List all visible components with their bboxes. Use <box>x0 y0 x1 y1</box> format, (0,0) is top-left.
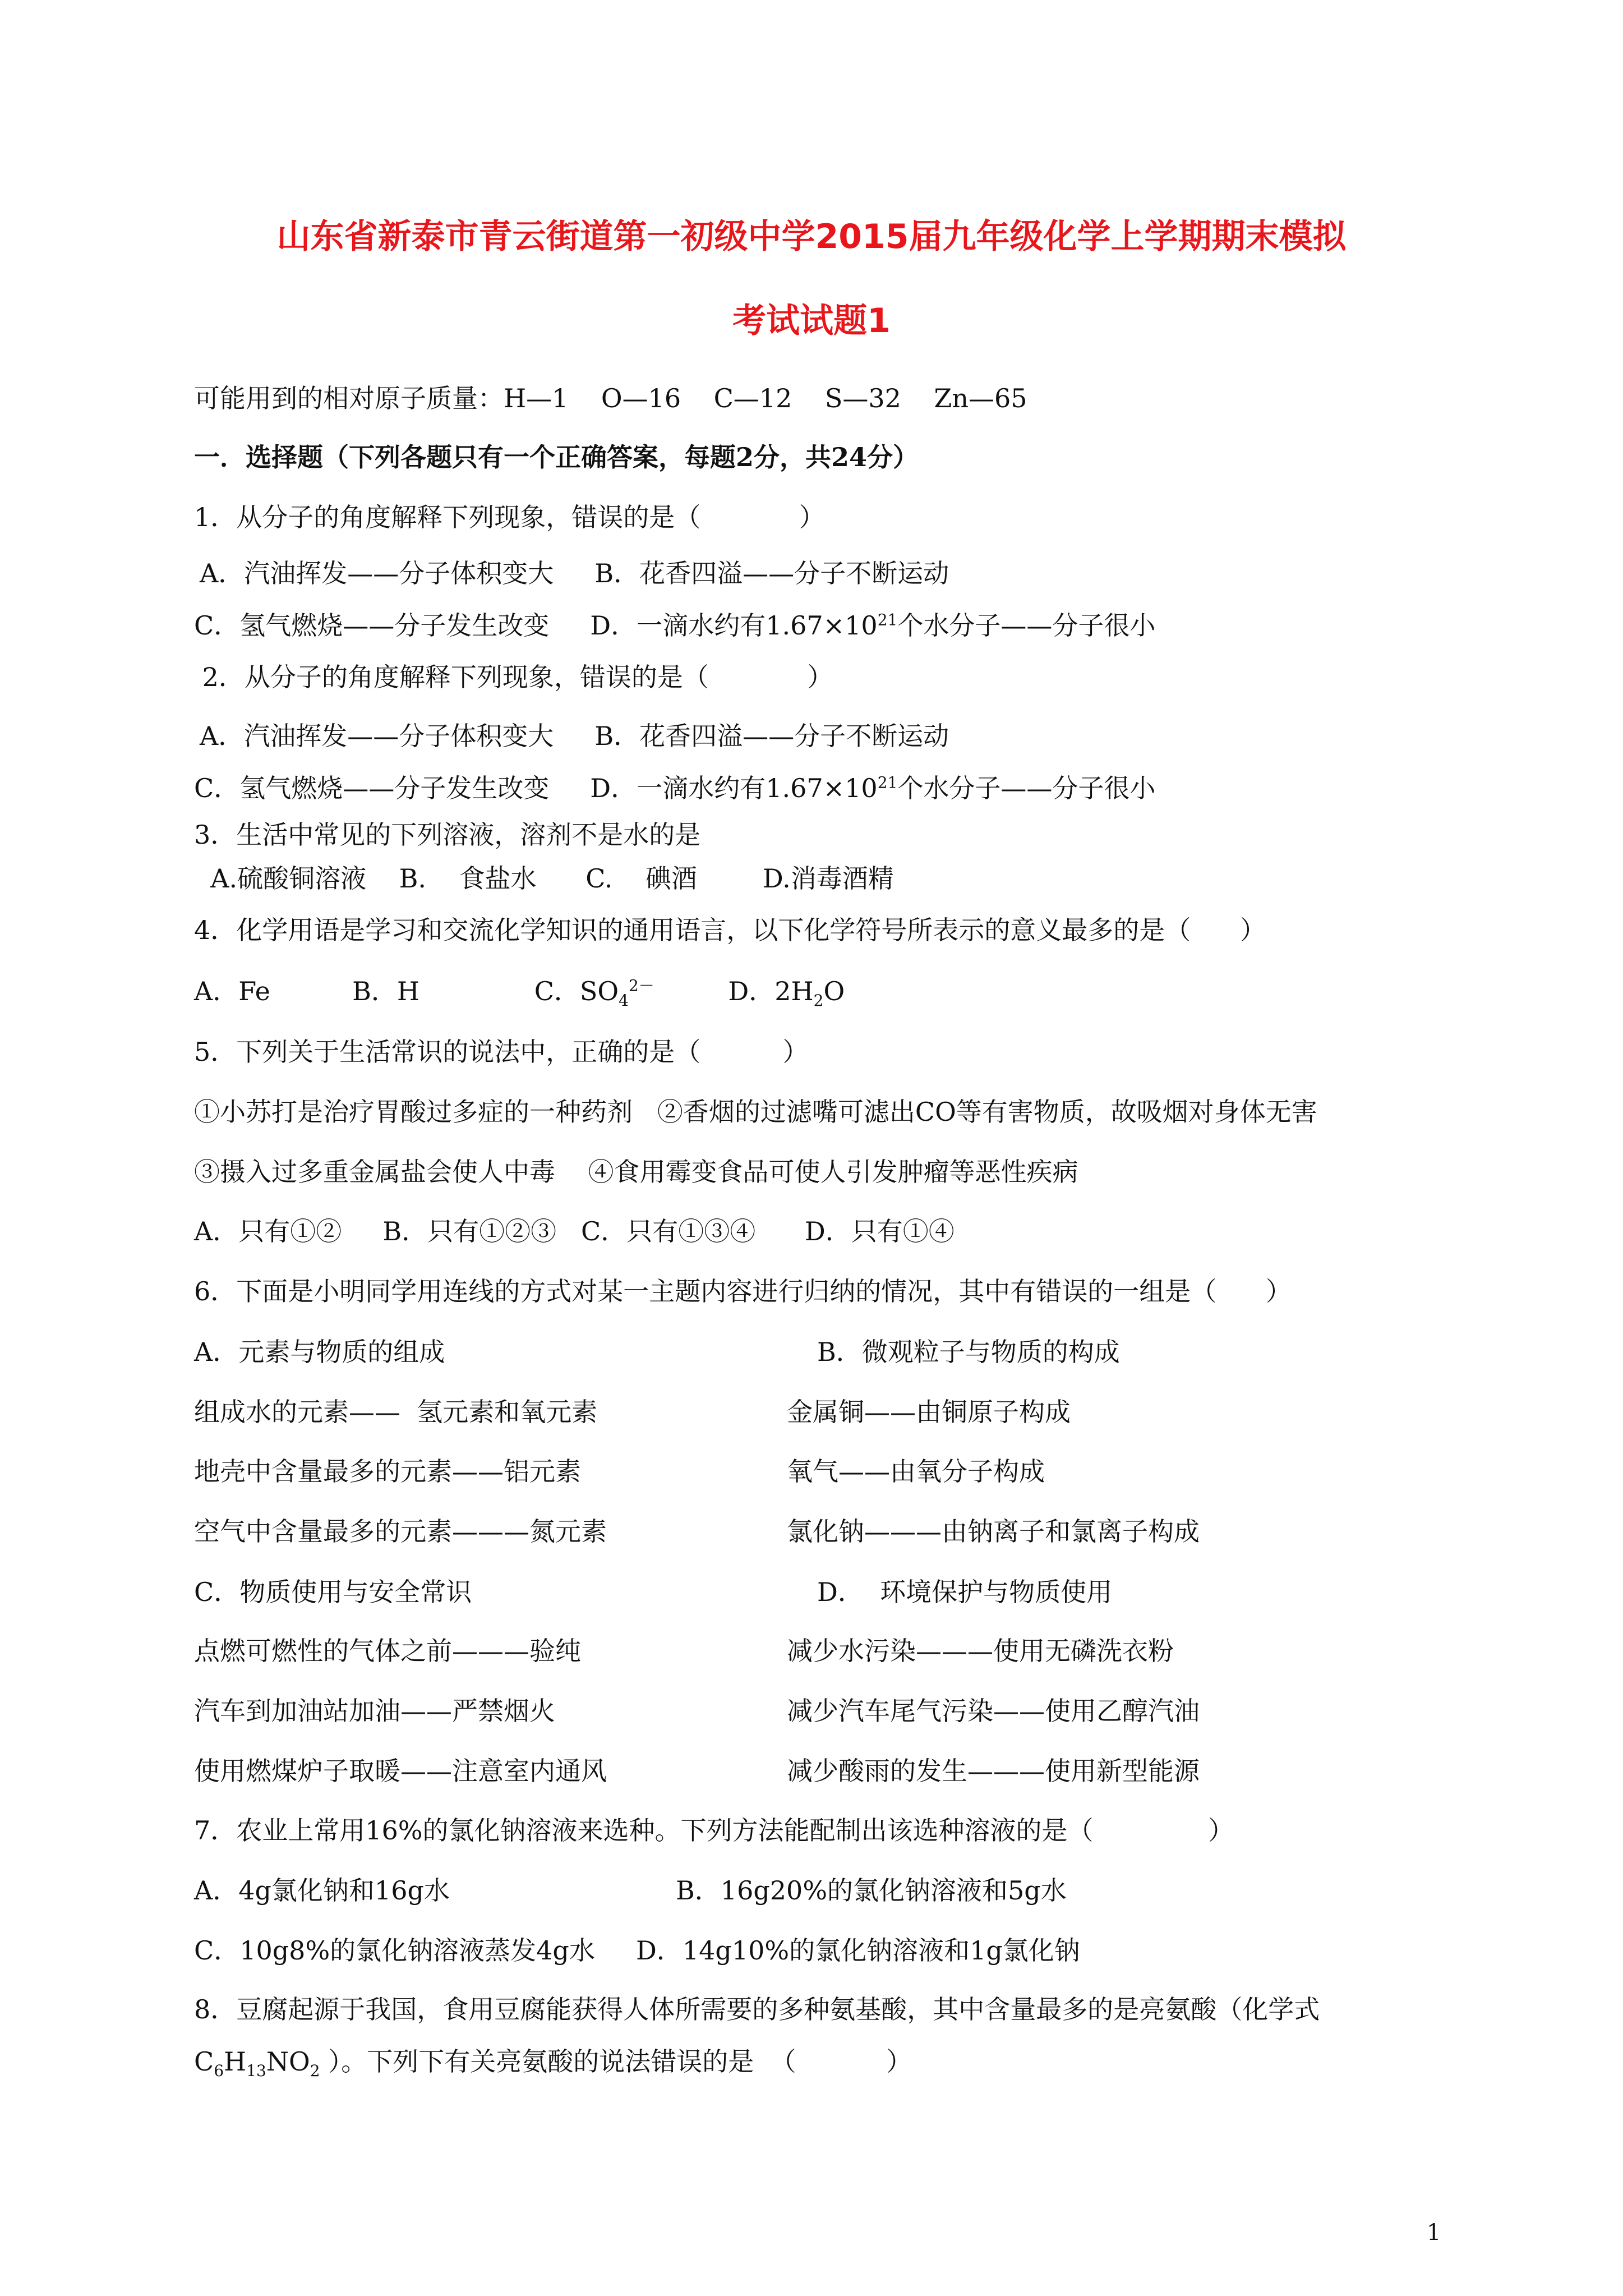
q6-a-item-2: 地壳中含量最多的元素——铝元素 <box>194 1456 581 1487</box>
q4-stem: 4．化学用语是学习和交流化学知识的通用语言，以下化学符号所表示的意义最多的是（ ） <box>194 915 1266 945</box>
q6-d-item-3: 减少酸雨的发生———使用新型能源 <box>787 1756 1200 1786</box>
q2-options-ab: A．汽油挥发——分子体积变大 B．花香四溢——分子不断运动 <box>200 721 949 751</box>
q7-option-b: B．16g20%的氯化钠溶液和5g水 <box>676 1875 1067 1906</box>
q6-group-d-heading: D． 环境保护与物质使用 <box>817 1577 1113 1607</box>
q6-b-item-2: 氧气——由氧分子构成 <box>787 1456 1045 1487</box>
q6-d-item-1: 减少水污染———使用无磷洗衣粉 <box>787 1636 1174 1666</box>
q6-c-item-2: 汽车到加油站加油——严禁烟火 <box>194 1696 555 1726</box>
q5-stem: 5．下列关于生活常识的说法中，正确的是（ ） <box>194 1037 809 1067</box>
q7-option-a: A．4g氯化钠和16g水 <box>194 1875 450 1906</box>
q6-group-a-heading: A．元素与物质的组成 <box>194 1337 445 1367</box>
q8-formula-line: $C_6H_{13}NO_2$ ）。下列下有关亮氨酸的说法错误的是 （ ） <box>194 2046 912 2081</box>
q5-statements-2: ③摄入过多重金属盐会使人中毒 ④食用霉变食品可使人引发肿瘤等恶性疾病 <box>194 1157 1078 1187</box>
q7-options-cd: C．10g8%的氯化钠溶液蒸发4g水 D．14g10%的氯化钠溶液和1g氯化钠 <box>194 1935 1080 1966</box>
q3-options: A.硫酸铜溶液 B. 食盐水 C. 碘酒 D.消毒酒精 <box>194 863 894 894</box>
q6-a-item-3: 空气中含量最多的元素———氮元素 <box>194 1516 607 1547</box>
q1-options-ab: A．汽油挥发——分子体积变大 B．花香四溢——分子不断运动 <box>200 558 949 588</box>
q6-group-c-heading: C．物质使用与安全常识 <box>194 1577 472 1607</box>
q6-c-item-1: 点燃可燃性的气体之前———验纯 <box>194 1636 581 1666</box>
q2-stem: 2．从分子的角度解释下列现象，错误的是（ ） <box>194 662 833 692</box>
q6-group-b-heading: B．微观粒子与物质的构成 <box>817 1337 1120 1367</box>
q1-stem: 1．从分子的角度解释下列现象，错误的是（ ） <box>194 502 825 532</box>
q1-options-cd: C．氢气燃烧——分子发生改变 D．一滴水约有$1.67\times 10^{21}$个水分子——分子很小 <box>194 610 1156 641</box>
q6-c-item-3: 使用燃煤炉子取暖——注意室内通风 <box>194 1756 607 1786</box>
q6-d-item-2: 减少汽车尾气污染——使用乙醇汽油 <box>787 1696 1200 1726</box>
q2-options-cd: C．氢气燃烧——分子发生改变 D．一滴水约有$1.67\times 10^{21}$个水分子——分子很小 <box>194 773 1156 803</box>
document-title-line2: 考试试题1 <box>732 301 891 341</box>
q6-a-item-1: 组成水的元素—— 氢元素和氧元素 <box>194 1397 598 1427</box>
section-heading: 一．选择题（下列各题只有一个正确答案，每题2分，共24分） <box>194 442 919 472</box>
page-number: 1 <box>1427 2220 1441 2246</box>
q5-options: A．只有①② B．只有①②③ C．只有①③④ D．只有①④ <box>194 1216 955 1246</box>
q6-b-item-1: 金属铜——由铜原子构成 <box>787 1397 1071 1427</box>
q3-stem: 3．生活中常见的下列溶液，溶剂不是水的是 <box>194 820 701 850</box>
q6-b-item-3: 氯化钠———由钠离子和氯离子构成 <box>787 1516 1200 1547</box>
q4-options: A．Fe B．H C．$SO_4^{2-}$ D．$2H_2O$ <box>194 976 845 1010</box>
q6-stem: 6．下面是小明同学用连线的方式对某一主题内容进行归纳的情况，其中有错误的一组是（ ） <box>194 1276 1292 1306</box>
atomic-masses: 可能用到的相对原子质量：H—1 O—16 C—12 S—32 Zn—65 <box>194 383 1027 413</box>
q8-stem: 8．豆腐起源于我国，食用豆腐能获得人体所需要的多种氨基酸，其中含量最多的是亮氨酸（化学式 <box>194 1994 1320 2024</box>
q5-statements-1: ①小苏打是治疗胃酸过多症的一种药剂 ②香烟的过滤嘴可滤出CO等有害物质，故吸烟对身体无害 <box>194 1097 1317 1127</box>
document-title-line1: 山东省新泰市青云街道第一初级中学2015届九年级化学上学期期末模拟 <box>276 217 1347 256</box>
q7-stem: 7．农业上常用16%的氯化钠溶液来选种。下列方法能配制出该选种溶液的是（ ） <box>194 1815 1234 1846</box>
